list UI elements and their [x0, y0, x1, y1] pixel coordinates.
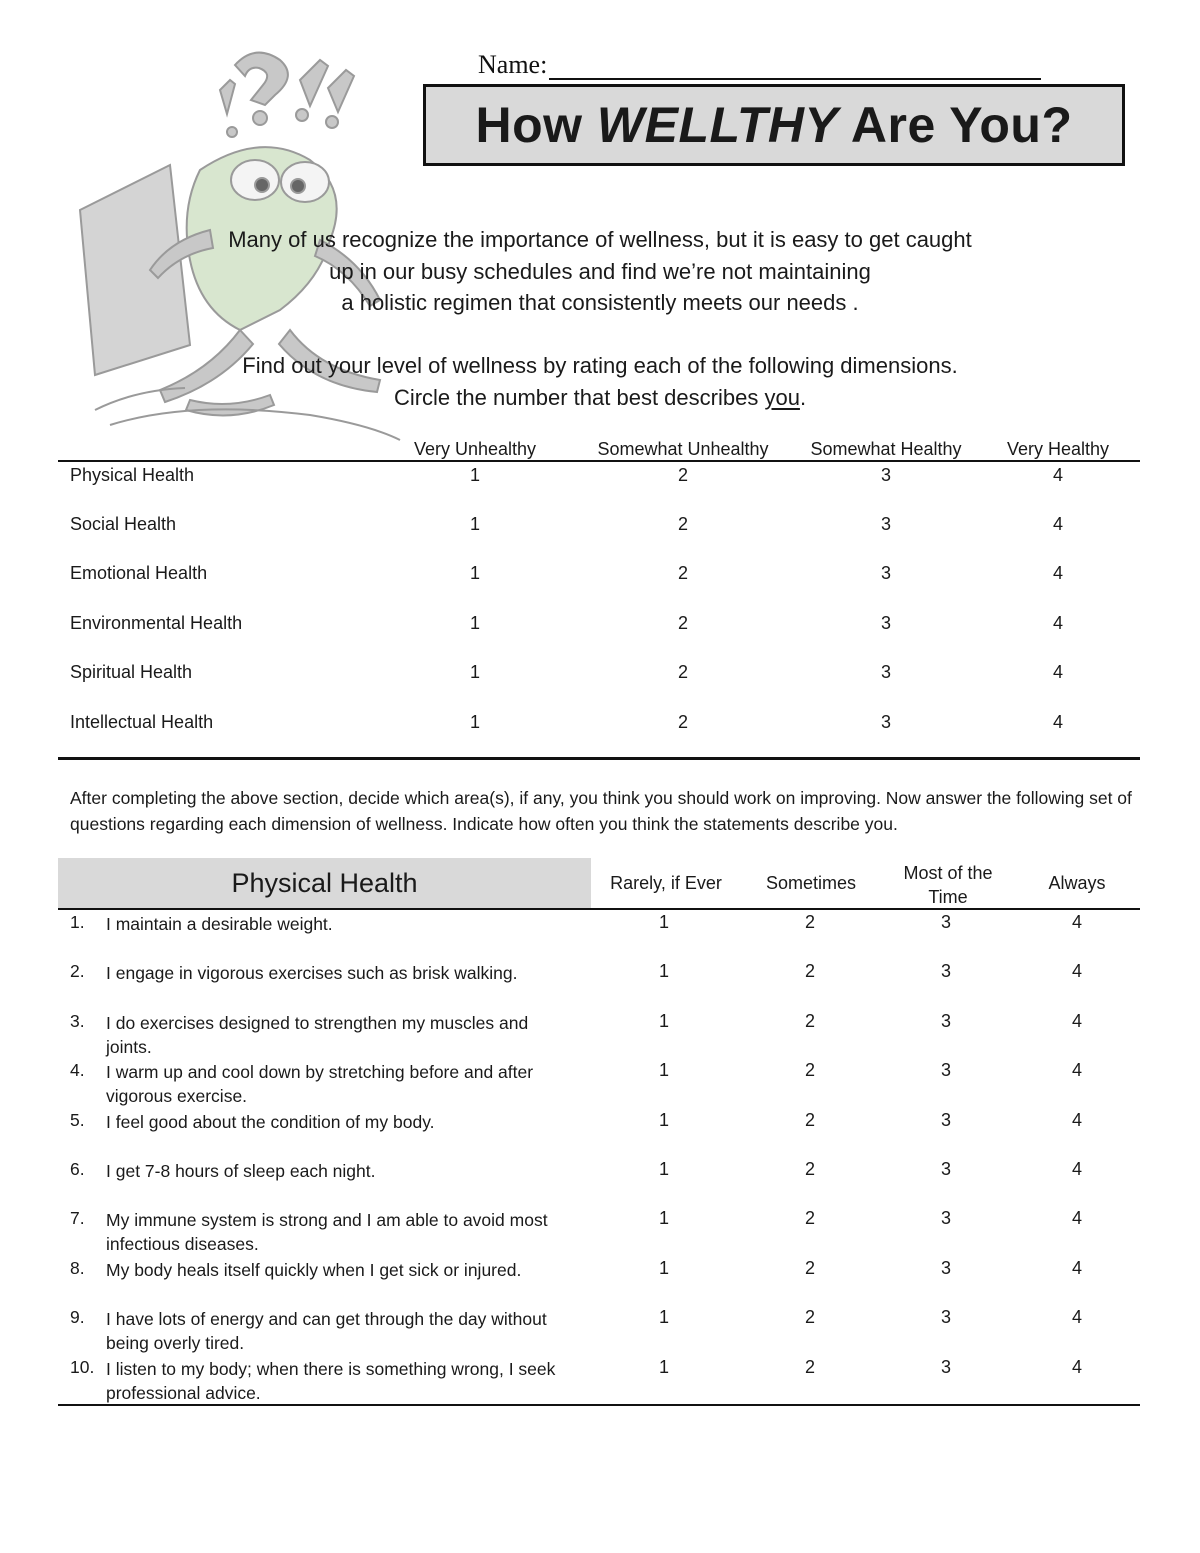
frequency-option[interactable]: 1 [658, 1357, 669, 1377]
question-text: I engage in vigorous exercises such as brisk walking. [106, 963, 518, 983]
question-text: I warm up and cool down by stretching before and after vigorous exercise. [106, 1062, 534, 1106]
rating-header: Somewhat Unhealthy [597, 439, 769, 459]
frequency-option[interactable]: 3 [940, 1208, 951, 1228]
rating-option[interactable]: 1 [469, 712, 480, 732]
frequency-option[interactable]: 1 [658, 1060, 669, 1080]
question-text: I feel good about the condition of my body. [106, 1112, 435, 1132]
section-top-rule [58, 908, 1140, 910]
intro-line: up in our busy schedules and find we’re not maintaining [329, 258, 871, 284]
frequency-option[interactable]: 4 [1071, 961, 1082, 981]
rating-row-label: Social Health [70, 514, 177, 534]
frequency-option[interactable]: 2 [804, 1060, 815, 1080]
rating-option[interactable]: 3 [880, 662, 891, 682]
rating-option[interactable]: 4 [1052, 613, 1063, 633]
rating-option[interactable]: 2 [677, 613, 688, 633]
frequency-option[interactable]: 2 [804, 1357, 815, 1377]
intro-paragraph [150, 224, 1050, 319]
frequency-header: Sometimes [765, 873, 857, 893]
frequency-option[interactable]: 4 [1071, 912, 1082, 932]
question-number: 3. [70, 1011, 85, 1031]
section-bottom-rule [58, 1404, 1140, 1406]
name-blank-line[interactable] [549, 54, 1041, 80]
rating-option[interactable]: 2 [677, 662, 688, 682]
question-number: 10. [70, 1357, 95, 1377]
circle-pre: Circle the number that best describes [393, 384, 765, 410]
frequency-option[interactable]: 3 [940, 1060, 951, 1080]
rating-option[interactable]: 2 [677, 563, 688, 583]
rating-option[interactable]: 1 [469, 563, 480, 583]
frequency-option[interactable]: 2 [804, 1208, 815, 1228]
frequency-option[interactable]: 2 [804, 961, 815, 981]
rating-option[interactable]: 1 [469, 465, 480, 485]
frequency-option[interactable]: 2 [804, 1159, 815, 1179]
frequency-option[interactable]: 4 [1071, 1307, 1082, 1327]
rating-header: Very Unhealthy [413, 439, 537, 459]
frequency-option[interactable]: 1 [658, 1307, 669, 1327]
rating-option[interactable]: 2 [677, 712, 688, 732]
frequency-header: Rarely, if Ever [610, 873, 722, 893]
rating-option[interactable]: 4 [1052, 662, 1063, 682]
question-number: 7. [70, 1208, 85, 1228]
frequency-option[interactable]: 1 [658, 1011, 669, 1031]
table-bottom-rule [58, 757, 1140, 760]
rating-option[interactable]: 3 [880, 514, 891, 534]
rating-option[interactable]: 3 [880, 465, 891, 485]
frequency-option[interactable]: 3 [940, 1110, 951, 1130]
frequency-option[interactable]: 2 [804, 1307, 815, 1327]
question-text: My immune system is strong and I am able to avoid most infectious diseases. [106, 1210, 548, 1254]
find-line: Find out your level of wellness by rating each of the following dimensions. [242, 353, 958, 378]
circle-emph: you [764, 384, 800, 410]
frequency-option[interactable]: 1 [658, 1159, 669, 1179]
name-label: Name: [478, 50, 548, 79]
title-post: Are You? [838, 97, 1073, 153]
instructions-intro [150, 350, 1050, 413]
title-pre: How [475, 97, 597, 153]
rating-option[interactable]: 3 [880, 712, 891, 732]
frequency-option[interactable]: 4 [1071, 1011, 1082, 1031]
question-number: 2. [70, 961, 85, 981]
frequency-option[interactable]: 1 [658, 912, 669, 932]
page-title [475, 96, 1072, 154]
rating-option[interactable]: 1 [469, 613, 480, 633]
frequency-option[interactable]: 4 [1071, 1258, 1082, 1278]
rating-row-label: Emotional Health [70, 563, 208, 583]
circle-post: . [799, 384, 807, 410]
rating-option[interactable]: 2 [677, 465, 688, 485]
question-number: 4. [70, 1060, 85, 1080]
frequency-option[interactable]: 3 [940, 961, 951, 981]
frequency-option[interactable]: 4 [1071, 1060, 1082, 1080]
frequency-option[interactable]: 4 [1071, 1357, 1082, 1377]
intro-line: Many of us recognize the importance of wellness, but it is easy to get caught [228, 227, 972, 252]
frequency-option[interactable]: 3 [940, 1258, 951, 1278]
frequency-option[interactable]: 2 [804, 1110, 815, 1130]
frequency-option[interactable]: 1 [658, 1258, 669, 1278]
title-emph: WELLTHY [596, 97, 839, 153]
table-top-rule [58, 460, 1140, 462]
frequency-header: Always [1048, 873, 1106, 893]
rating-row-label: Spiritual Health [70, 662, 193, 682]
question-number: 5. [70, 1110, 85, 1130]
rating-option[interactable]: 1 [469, 514, 480, 534]
intro-line: a holistic regimen that consistently meets our needs . [341, 290, 859, 315]
frequency-option[interactable]: 1 [658, 961, 669, 981]
frequency-option[interactable]: 3 [940, 1307, 951, 1327]
frequency-option[interactable]: 4 [1071, 1110, 1082, 1130]
question-number: 9. [70, 1307, 85, 1327]
rating-option[interactable]: 4 [1052, 465, 1063, 485]
frequency-option[interactable]: 2 [804, 1258, 815, 1278]
rating-header: Somewhat Healthy [810, 439, 962, 459]
question-text: I have lots of energy and can get through the day without being overly tired. [106, 1309, 547, 1353]
rating-option[interactable]: 4 [1052, 712, 1063, 732]
frequency-option[interactable]: 3 [940, 1011, 951, 1031]
question-number: 1. [70, 912, 85, 932]
frequency-option[interactable]: 1 [658, 1208, 669, 1228]
rating-option[interactable]: 2 [677, 514, 688, 534]
frequency-option[interactable]: 4 [1071, 1208, 1082, 1228]
question-number: 8. [70, 1258, 85, 1278]
rating-row-label: Intellectual Health [70, 712, 214, 732]
circle-line [150, 382, 1050, 414]
frequency-option[interactable]: 2 [804, 912, 815, 932]
rating-option[interactable]: 4 [1052, 563, 1063, 583]
frequency-option[interactable]: 3 [940, 1357, 951, 1377]
frequency-option[interactable]: 4 [1071, 1159, 1082, 1179]
question-text: My body heals itself quickly when I get sick or injured. [106, 1260, 522, 1280]
instructions-text: After completing the above section, decide which area(s), if any, you think you should work on improving. Now answer the following set of questions regarding each dimension of wellness. Indicate how often you think the statements describe you. [70, 788, 1132, 834]
frequency-option[interactable]: 3 [940, 1159, 951, 1179]
frequency-option[interactable]: 2 [804, 1011, 815, 1031]
name-field[interactable] [478, 50, 1041, 80]
title-banner [423, 84, 1125, 166]
question-number: 6. [70, 1159, 85, 1179]
question-text: I maintain a desirable weight. [106, 914, 333, 934]
rating-row-label: Physical Health [70, 465, 195, 485]
frequency-header: Most of the Time [903, 863, 993, 907]
rating-row-label: Environmental Health [70, 613, 243, 633]
question-text: I listen to my body; when there is something wrong, I seek professional advice. [106, 1359, 556, 1403]
rating-header: Very Healthy [1006, 439, 1110, 459]
rating-option[interactable]: 4 [1052, 514, 1063, 534]
frequency-option[interactable]: 1 [658, 1110, 669, 1130]
rating-option[interactable]: 3 [880, 563, 891, 583]
rating-option[interactable]: 3 [880, 613, 891, 633]
question-text: I do exercises designed to strengthen my muscles and joints. [106, 1013, 529, 1057]
rating-option[interactable]: 1 [469, 662, 480, 682]
question-text: I get 7-8 hours of sleep each night. [106, 1161, 376, 1181]
frequency-option[interactable]: 3 [940, 912, 951, 932]
section-title: Physical Health [231, 868, 418, 898]
